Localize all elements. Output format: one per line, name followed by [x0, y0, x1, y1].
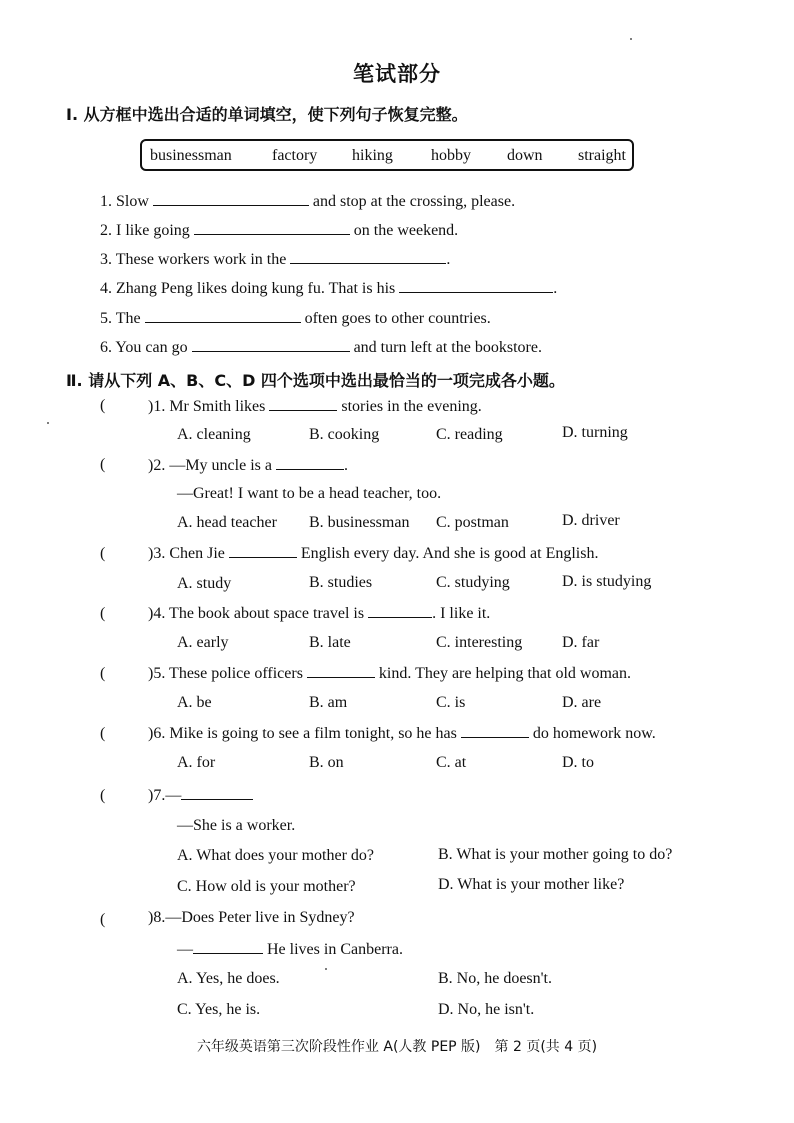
option-c[interactable]: C. interesting: [436, 634, 523, 651]
option-c[interactable]: C. How old is your mother?: [177, 878, 356, 895]
fill-item-6: 6. You can go and turn left at the bookstore.: [100, 339, 542, 356]
option-b[interactable]: B. late: [309, 634, 351, 651]
option-a[interactable]: A. Yes, he does.: [177, 970, 280, 987]
mc-question-5: )5. These police officers kind. They are helping that old woman.: [148, 665, 632, 682]
answer-blank[interactable]: [290, 250, 446, 264]
fill-item-1: 1. Slow and stop at the crossing, please.: [100, 193, 516, 210]
answer-paren[interactable]: (: [100, 605, 106, 622]
answer-blank[interactable]: [145, 309, 301, 323]
mc-question-4: )4. The book about space travel is . I like it.: [148, 605, 491, 622]
answer-blank[interactable]: [153, 192, 309, 206]
word-option: down: [507, 147, 543, 164]
option-b[interactable]: B. No, he doesn't.: [438, 970, 552, 987]
option-c[interactable]: C. is: [436, 694, 466, 711]
mc-question-6: )6. Mike is going to see a film tonight, so he has do homework now.: [148, 725, 656, 742]
mc-question-1: )1. Mr Smith likes stories in the evening.: [148, 398, 482, 415]
option-a[interactable]: A. be: [177, 694, 212, 711]
option-b[interactable]: B. am: [309, 694, 348, 711]
option-a[interactable]: A. study: [177, 575, 232, 592]
fill-item-5: 5. The often goes to other countries.: [100, 310, 491, 327]
answer-blank: [461, 724, 529, 738]
option-c[interactable]: C. reading: [436, 426, 503, 443]
option-c[interactable]: C. Yes, he is.: [177, 1001, 261, 1018]
option-d[interactable]: D. driver: [562, 512, 620, 529]
page-footer: 六年级英语第三次阶段性作业 A(人教 PEP 版) 第 2 页(共 4 页): [196, 1039, 598, 1055]
option-b[interactable]: B. cooking: [309, 426, 380, 443]
option-d[interactable]: D. No, he isn't.: [438, 1001, 535, 1018]
mc-question-2: )2. —My uncle is a .: [148, 457, 348, 474]
mc-question-3: )3. Chen Jie English every day. And she is good at English.: [148, 545, 599, 562]
section-1-heading: Ⅰ. 从方框中选出合适的单词填空，使下列句子恢复完整。: [66, 105, 468, 124]
option-c[interactable]: C. studying: [436, 574, 510, 591]
fill-item-4: 4. Zhang Peng likes doing kung fu. That is his .: [100, 280, 558, 297]
answer-blank: [307, 664, 375, 678]
answer-paren[interactable]: (: [100, 456, 106, 473]
fill-item-2: 2. I like going on the weekend.: [100, 222, 459, 239]
option-a[interactable]: A. What does your mother do?: [177, 847, 374, 864]
answer-paren[interactable]: (: [100, 787, 106, 804]
option-b[interactable]: B. businessman: [309, 514, 410, 531]
word-box: [140, 139, 634, 171]
word-option: hobby: [431, 147, 471, 164]
option-d[interactable]: D. is studying: [562, 573, 652, 590]
option-d[interactable]: D. What is your mother like?: [438, 876, 625, 893]
word-option: factory: [272, 147, 318, 164]
section-2-heading: Ⅱ. 请从下列 A、B、C、D 四个选项中选出最恰当的一项完成各小题。: [66, 371, 565, 390]
answer-blank: [193, 940, 263, 954]
option-a[interactable]: A. for: [177, 754, 216, 771]
answer-paren[interactable]: (: [100, 397, 106, 414]
page-title: 笔试部分: [353, 62, 441, 86]
scan-speck: [47, 422, 49, 424]
answer-blank: [276, 456, 344, 470]
word-option: hiking: [352, 147, 393, 164]
option-d[interactable]: D. to: [562, 754, 594, 771]
answer-blank[interactable]: [194, 221, 350, 235]
answer-blank[interactable]: [399, 279, 553, 293]
mc-question-7: )7.—: [148, 786, 253, 805]
option-b[interactable]: B. on: [309, 754, 344, 771]
mc-question-8: )8.—Does Peter live in Sydney?: [148, 909, 355, 926]
option-c[interactable]: C. at: [436, 754, 467, 771]
option-b[interactable]: B. What is your mother going to do?: [438, 846, 673, 863]
fill-item-3: 3. These workers work in the .: [100, 251, 451, 268]
scan-speck: [325, 968, 327, 970]
word-option: businessman: [150, 147, 232, 164]
word-option: straight: [578, 147, 626, 164]
option-a[interactable]: A. cleaning: [177, 426, 251, 443]
scan-speck: [630, 38, 632, 40]
dialogue-reply: —Great! I want to be a head teacher, too.: [177, 485, 442, 502]
answer-blank: [269, 397, 337, 411]
option-a[interactable]: A. early: [177, 634, 229, 651]
answer-blank: [229, 544, 297, 558]
answer-blank: [368, 604, 432, 618]
option-d[interactable]: D. turning: [562, 424, 628, 441]
answer-paren[interactable]: (: [100, 725, 106, 742]
dialogue-reply: — He lives in Canberra.: [177, 941, 403, 958]
answer-blank: [181, 786, 253, 800]
answer-paren[interactable]: (: [100, 545, 106, 562]
option-d[interactable]: D. far: [562, 634, 600, 651]
option-d[interactable]: D. are: [562, 694, 602, 711]
answer-blank[interactable]: [192, 338, 350, 352]
option-b[interactable]: B. studies: [309, 574, 373, 591]
dialogue-reply: —She is a worker.: [177, 817, 296, 834]
option-c[interactable]: C. postman: [436, 514, 509, 531]
answer-paren[interactable]: (: [100, 911, 106, 928]
answer-paren[interactable]: (: [100, 665, 106, 682]
option-a[interactable]: A. head teacher: [177, 514, 277, 531]
